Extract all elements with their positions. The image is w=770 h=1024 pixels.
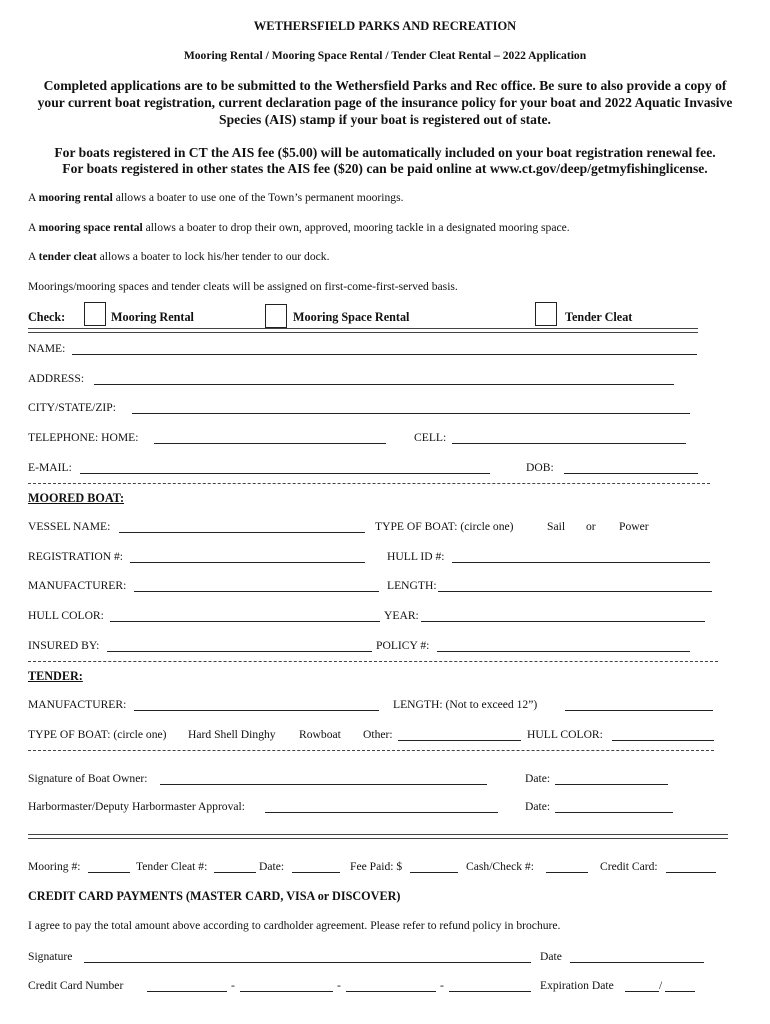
card-number-group-1[interactable] xyxy=(147,991,227,992)
registration-label: REGISTRATION #: xyxy=(28,550,124,563)
credit-card-label: Credit Card: xyxy=(600,860,658,873)
credit-card-field[interactable] xyxy=(666,872,716,873)
definition-text: allows a boater to use one of the Town’s permanent moorings. xyxy=(112,191,404,204)
cardholder-date-label: Date xyxy=(540,950,562,963)
mooring-space-rental-checkbox[interactable] xyxy=(265,304,287,328)
definition-term: mooring space rental xyxy=(38,221,143,234)
form-subtitle: Mooring Rental / Mooring Space Rental / Tender Cleat Rental – 2022 Application xyxy=(183,49,587,62)
expiration-year-field[interactable] xyxy=(665,991,695,992)
tender-other-field[interactable] xyxy=(398,740,521,741)
manufacturer-label: MANUFACTURER: xyxy=(28,579,127,592)
vessel-name-label: VESSEL NAME: xyxy=(28,520,111,533)
hull-id-field[interactable] xyxy=(452,562,710,563)
cardholder-date-field[interactable] xyxy=(570,962,704,963)
harbormaster-date-label: Date: xyxy=(525,800,551,813)
type-power-option[interactable]: Power xyxy=(619,520,649,533)
tender-hull-color-field[interactable] xyxy=(612,740,714,741)
expiration-month-field[interactable] xyxy=(625,991,659,992)
notice-line-1: Completed applications are to be submitted to the Wethersfield Parks and Rec office. Be sure to also provide a copy of xyxy=(43,78,727,93)
vessel-name-field[interactable] xyxy=(119,532,365,533)
cardholder-signature-field[interactable] xyxy=(84,962,531,963)
tender-length-field[interactable] xyxy=(565,710,713,711)
hull-color-field[interactable] xyxy=(110,621,380,622)
owner-date-label: Date: xyxy=(525,772,551,785)
card-number-group-3[interactable] xyxy=(346,991,436,992)
credit-card-payments-heading: CREDIT CARD PAYMENTS (MASTER CARD, VISA or DISCOVER) xyxy=(28,889,401,903)
definition-article: A xyxy=(28,221,39,234)
insured-by-field[interactable] xyxy=(107,651,372,652)
definition-tender-cleat xyxy=(28,250,329,263)
expiration-slash: / xyxy=(659,979,663,992)
tender-manufacturer-label: MANUFACTURER: xyxy=(28,698,127,711)
dashed-rule xyxy=(28,483,710,484)
definition-term: mooring rental xyxy=(38,191,113,204)
mooring-space-rental-label: Mooring Space Rental xyxy=(293,310,410,324)
office-date-field[interactable] xyxy=(292,872,340,873)
owner-signature-field[interactable] xyxy=(160,784,487,785)
city-state-zip-label: CITY/STATE/ZIP: xyxy=(28,401,116,414)
length-field[interactable] xyxy=(438,591,712,592)
name-field[interactable] xyxy=(72,354,697,355)
double-rule xyxy=(28,834,728,839)
office-date-label: Date: xyxy=(259,860,285,873)
notice-line-2: your current boat registration, current declaration page of the insurance policy for your boat and 2022 Aquatic Invasive xyxy=(37,95,733,110)
policy-field[interactable] xyxy=(437,651,690,652)
tender-heading: TENDER: xyxy=(28,669,83,683)
dob-field[interactable] xyxy=(564,473,698,474)
hull-id-label: HULL ID #: xyxy=(387,550,445,563)
ais-note-other: For boats registered in other states the AIS fee ($20) can be paid online at www.ct.gov/deep/getmyfishinglicense. xyxy=(62,161,708,176)
moored-boat-heading: MOORED BOAT: xyxy=(28,491,125,505)
card-number-group-2[interactable] xyxy=(240,991,333,992)
check-label: Check: xyxy=(28,310,66,324)
double-rule xyxy=(28,328,698,333)
registration-field[interactable] xyxy=(130,562,365,563)
policy-label: POLICY #: xyxy=(376,639,430,652)
email-label: E-MAIL: xyxy=(28,461,72,474)
mooring-rental-checkbox[interactable] xyxy=(84,302,106,326)
harbormaster-approval-label: Harbormaster/Deputy Harbormaster Approval: xyxy=(28,800,245,813)
harbormaster-date-field[interactable] xyxy=(555,812,673,813)
type-sail-option[interactable]: Sail xyxy=(547,520,566,533)
dob-label: DOB: xyxy=(526,461,554,474)
tender-type-label: TYPE OF BOAT: (circle one) xyxy=(28,728,167,741)
tender-cleat-number-label: Tender Cleat #: xyxy=(136,860,208,873)
definition-text: allows a boater to lock his/her tender to our dock. xyxy=(96,250,330,263)
cash-check-label: Cash/Check #: xyxy=(466,860,534,873)
tender-length-label: LENGTH: (Not to exceed 12”) xyxy=(393,698,538,711)
definition-article: A xyxy=(28,191,39,204)
card-number-separator: - xyxy=(440,979,444,992)
cardholder-signature-label: Signature xyxy=(28,950,73,963)
year-field[interactable] xyxy=(421,621,705,622)
expiration-date-label: Expiration Date xyxy=(540,979,614,992)
home-phone-label: TELEPHONE: HOME: xyxy=(28,431,139,444)
card-number-group-4[interactable] xyxy=(449,991,531,992)
tender-cleat-number-field[interactable] xyxy=(214,872,256,873)
owner-date-field[interactable] xyxy=(555,784,668,785)
city-state-zip-field[interactable] xyxy=(132,413,690,414)
card-number-label: Credit Card Number xyxy=(28,979,124,992)
agreement-text: I agree to pay the total amount above according to cardholder agreement. Please refer to refund policy in brochure. xyxy=(28,919,561,932)
ais-note-ct: For boats registered in CT the AIS fee ($5.00) will be automatically included on your boat registration renewal fee. xyxy=(54,145,716,160)
home-phone-field[interactable] xyxy=(154,443,386,444)
tender-type-rowboat-option[interactable]: Rowboat xyxy=(299,728,341,741)
hull-color-label: HULL COLOR: xyxy=(28,609,104,622)
type-or-text: or xyxy=(586,520,596,533)
fee-paid-field[interactable] xyxy=(410,872,458,873)
cash-check-field[interactable] xyxy=(546,872,588,873)
tender-type-hard-shell-option[interactable]: Hard Shell Dinghy xyxy=(188,728,276,741)
type-of-boat-label: TYPE OF BOAT: (circle one) xyxy=(375,520,514,533)
cell-label: CELL: xyxy=(414,431,447,444)
name-label: NAME: xyxy=(28,342,66,355)
definition-mooring-space xyxy=(28,221,570,234)
tender-other-label: Other: xyxy=(363,728,393,741)
address-label: ADDRESS: xyxy=(28,372,85,385)
tender-cleat-checkbox[interactable] xyxy=(535,302,557,326)
cell-field[interactable] xyxy=(452,443,686,444)
form-org-title: WETHERSFIELD PARKS AND RECREATION xyxy=(253,19,517,33)
definition-mooring-rental xyxy=(28,191,404,204)
year-label: YEAR: xyxy=(384,609,419,622)
harbormaster-approval-field[interactable] xyxy=(265,812,498,813)
length-label: LENGTH: xyxy=(387,579,437,592)
definition-term: tender cleat xyxy=(38,250,97,263)
notice-line-3: Species (AIS) stamp if your boat is registered out of state. xyxy=(219,112,551,127)
tender-manufacturer-field[interactable] xyxy=(134,710,379,711)
definition-text: allows a boater to drop their own, approved, mooring tackle in a designated mooring space. xyxy=(142,221,570,234)
manufacturer-field[interactable] xyxy=(134,591,379,592)
tender-hull-color-label: HULL COLOR: xyxy=(527,728,603,741)
dashed-rule xyxy=(28,750,714,751)
card-number-separator: - xyxy=(337,979,341,992)
mooring-number-label: Mooring #: xyxy=(28,860,81,873)
address-field[interactable] xyxy=(94,384,674,385)
tender-cleat-label: Tender Cleat xyxy=(565,310,633,324)
assignment-note: Moorings/mooring spaces and tender cleats will be assigned on first-come-first-served basis. xyxy=(28,280,458,293)
owner-signature-label: Signature of Boat Owner: xyxy=(28,772,148,785)
email-field[interactable] xyxy=(80,473,490,474)
fee-paid-label: Fee Paid: $ xyxy=(350,860,403,873)
mooring-rental-label: Mooring Rental xyxy=(111,310,194,324)
dashed-rule xyxy=(28,661,718,662)
definition-article: A xyxy=(28,250,39,263)
mooring-number-field[interactable] xyxy=(88,872,130,873)
insured-by-label: INSURED BY: xyxy=(28,639,100,652)
card-number-separator: - xyxy=(231,979,235,992)
